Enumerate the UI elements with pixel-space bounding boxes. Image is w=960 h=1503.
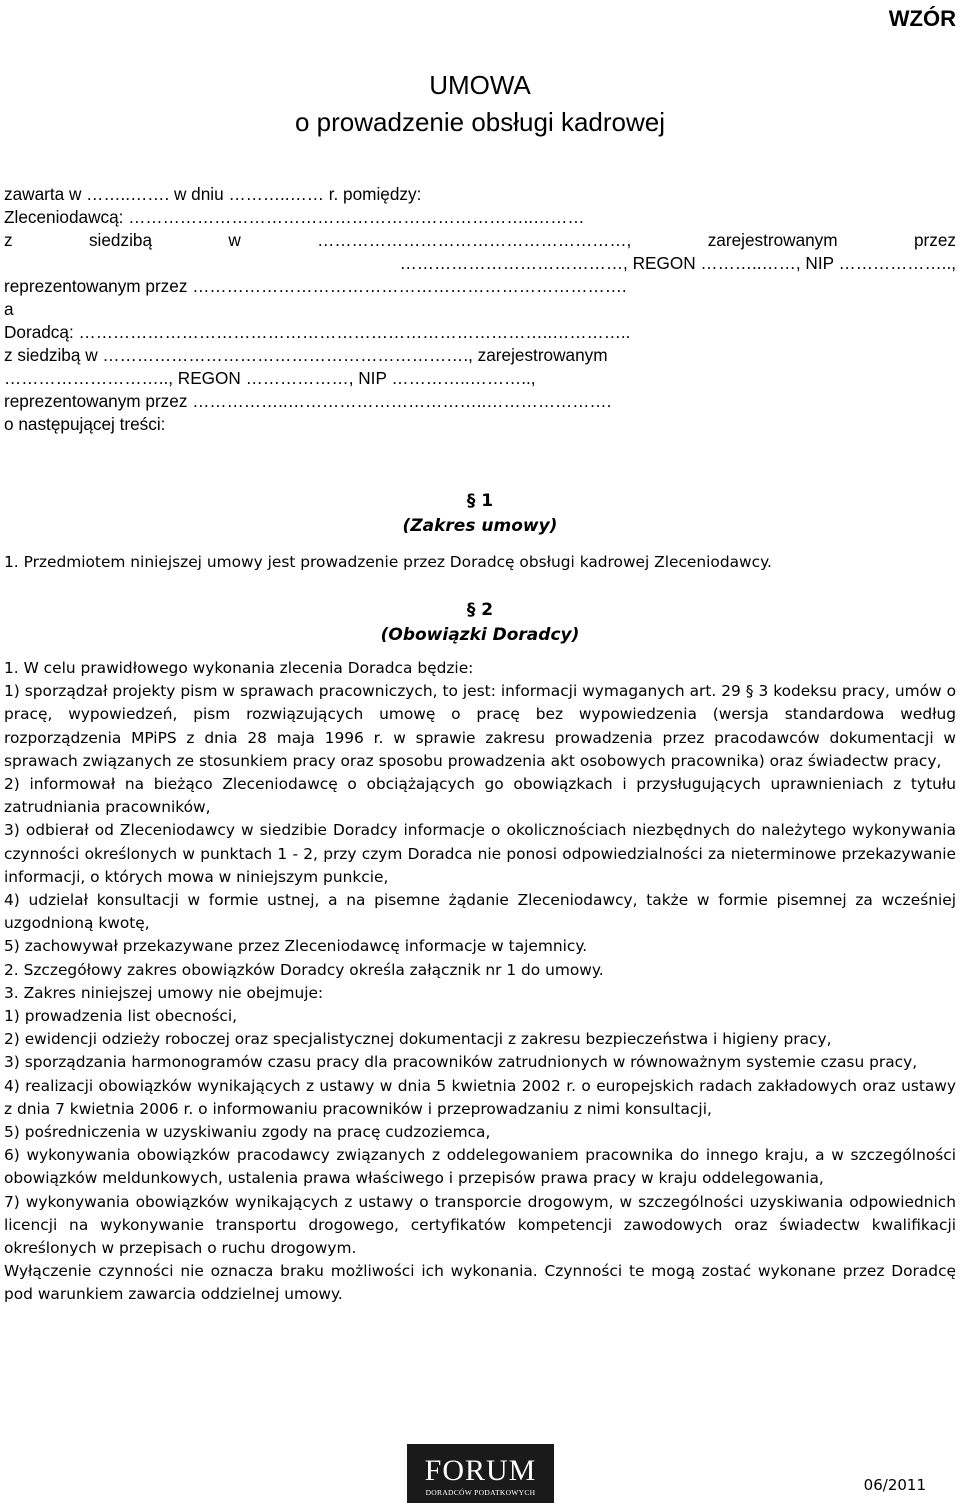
parties-block: [4, 183, 956, 436]
forum-logo: [407, 1444, 554, 1503]
section-1-number: § 1: [466, 491, 494, 511]
paragraph: 5) zachowywał przekazywane przez Zleceniodawcę informacje w tajemnicy.: [4, 937, 588, 956]
party-line: ……………………….., REGON ………………, NIP …………..………..,: [4, 368, 536, 388]
document-subtitle: o prowadzenie obsługi kadrowej: [294, 107, 665, 137]
party-line: o następującej treści:: [4, 414, 166, 434]
paragraph: 1. W celu prawidłowego wykonania zlecenia Doradca będzie:: [4, 659, 474, 677]
party-line-client: [4, 206, 956, 229]
paragraph: 6) wykonywania obowiązków pracodawcy związanych z oddelegowaniem pracownika do innego kraju, a w szczególności obowiązków meldunkowych, ustalenia prawa właściwego i przepisów prawa pracy w kraju oddelegowania,: [4, 1146, 956, 1188]
party-line: z siedzibą w ………………………………………………………., zarejestrowanym: [4, 345, 608, 365]
paragraph: 7) wykonywania obowiązków wynikających z ustawy o transporcie drogowym, w szczególności uzyskiwania odpowiednich licencji na wykonywanie transportu drogowego, certyfikatów kompetencji zawodowych oraz świadectw kwalifikacji określonych w przepisach o ruchu drogowym.: [4, 1192, 956, 1258]
party-line: …………………………………, REGON ………..……, NIP ………………..,: [399, 253, 956, 273]
document-label: WZÓR: [888, 6, 956, 31]
paragraph: 4) udzielał konsultacji w formie ustnej, a na pisemne żądanie Zleceniodawcy, także w formie pisemnej za wcześniej uzgodnioną kwotę,: [4, 891, 956, 933]
section-1-title: (Zakres umowy): [402, 516, 558, 536]
party-line: reprezentowanym przez ………………………………………………………………….: [4, 276, 627, 296]
paragraph: 2) informował na bieżąco Zleceniodawcę o obciążających go obowiązkach i przysługujących uprawnieniach z tytułu zatrudniania pracowników,: [4, 775, 956, 817]
logo-subtext: DORADCÓW PODATKOWYCH: [425, 1488, 536, 1497]
paragraph: 2. Szczegółowy zakres obowiązków Doradcy określa załącznik nr 1 do umowy.: [4, 960, 604, 979]
section-2-number: § 2: [466, 600, 494, 620]
paragraph: 3. Zakres niniejszej umowy nie obejmuje:: [4, 983, 324, 1002]
paragraph: 4) realizacji obowiązków wynikających z ustawy w dnia 5 kwietnia 2002 r. o europejskich radach zakładowych oraz ustawy z dnia 7 kwietnia 2006 r. o informowaniu pracowników i przeprowadzaniu z nimi konsultacji,: [4, 1076, 956, 1118]
paragraph: 3) sporządzania harmonogramów czasu pracy dla pracowników zatrudnionych w równoważnym systemie czasu pracy,: [4, 1053, 918, 1072]
paragraph: 3) odbierał od Zleceniodawcy w siedzibie Doradcy informacje o okolicznościach niezbędnych do należytego wykonywania czynności określonych w punktach 1 - 2, przy czym Doradca nie ponosi odpowiedzialności za nieterminowe przekazywanie informacji, o których mowa w niniejszym punkcie,: [4, 821, 956, 886]
paragraph: 2) ewidencji odzieży roboczej oraz specjalistycznej dokumentacji z zakresu bezpieczeństwa i higieny pracy,: [4, 1030, 832, 1049]
document-title: UMOWA: [429, 70, 531, 100]
paragraph: 1) sporządzał projekty pism w sprawach pracowniczych, to jest: informacji wymaganych art. 29 § 3 kodeksu pracy, umów o pracę, wypowiedzeń, pism rozwiązujących umowę o pracę bez wypowiedzenia (wersja standardowa według rozporządzenia MPiPS z dnia 28 maja 1996 r. w sprawie zakresu prowadzenia przez pracodawców dokumentacji w sprawach związanych ze stosunkiem pracy oraz sposobu prowadzenia akt osobowych pracownika) oraz świadectw pracy,: [4, 682, 956, 770]
logo-text: FORUM: [424, 1454, 537, 1487]
paragraph: 1. Przedmiotem niniejszej umowy jest prowadzenie przez Doradcę obsługi kadrowej Zleceniodawcy.: [4, 553, 772, 571]
party-line: Zleceniodawcą: ……………………………………………………………..………: [4, 207, 585, 227]
document-date: 06/2011: [863, 1476, 926, 1494]
party-line: zawarta w ……..……. w dniu ………..…… r. pomiędzy:: [4, 184, 422, 204]
paragraph: 1) prowadzenia list obecności,: [4, 1007, 237, 1026]
section-1-body: [4, 551, 956, 574]
section-2-body: [4, 657, 956, 1307]
paragraph: Wyłączenie czynności nie oznacza braku możliwości ich wykonania. Czynności te mogą zostać wykonane przez Doradcę pod warunkiem zawarcia oddzielnej umowy.: [4, 1262, 956, 1304]
party-line: z siedzibą w ………………………………………………, zarejestrowanym przez: [4, 230, 956, 250]
section-2-title: (Obowiązki Doradcy): [380, 625, 580, 645]
paragraph: 5) pośredniczenia w uzyskiwaniu zgody na pracę cudzoziemca,: [4, 1123, 491, 1142]
party-line: a: [4, 299, 14, 319]
party-line: reprezentowanym przez ……………..……………………………..………………….: [4, 391, 612, 411]
party-line: Doradcą: ………………………………………………………………………..…………..: [4, 322, 631, 342]
